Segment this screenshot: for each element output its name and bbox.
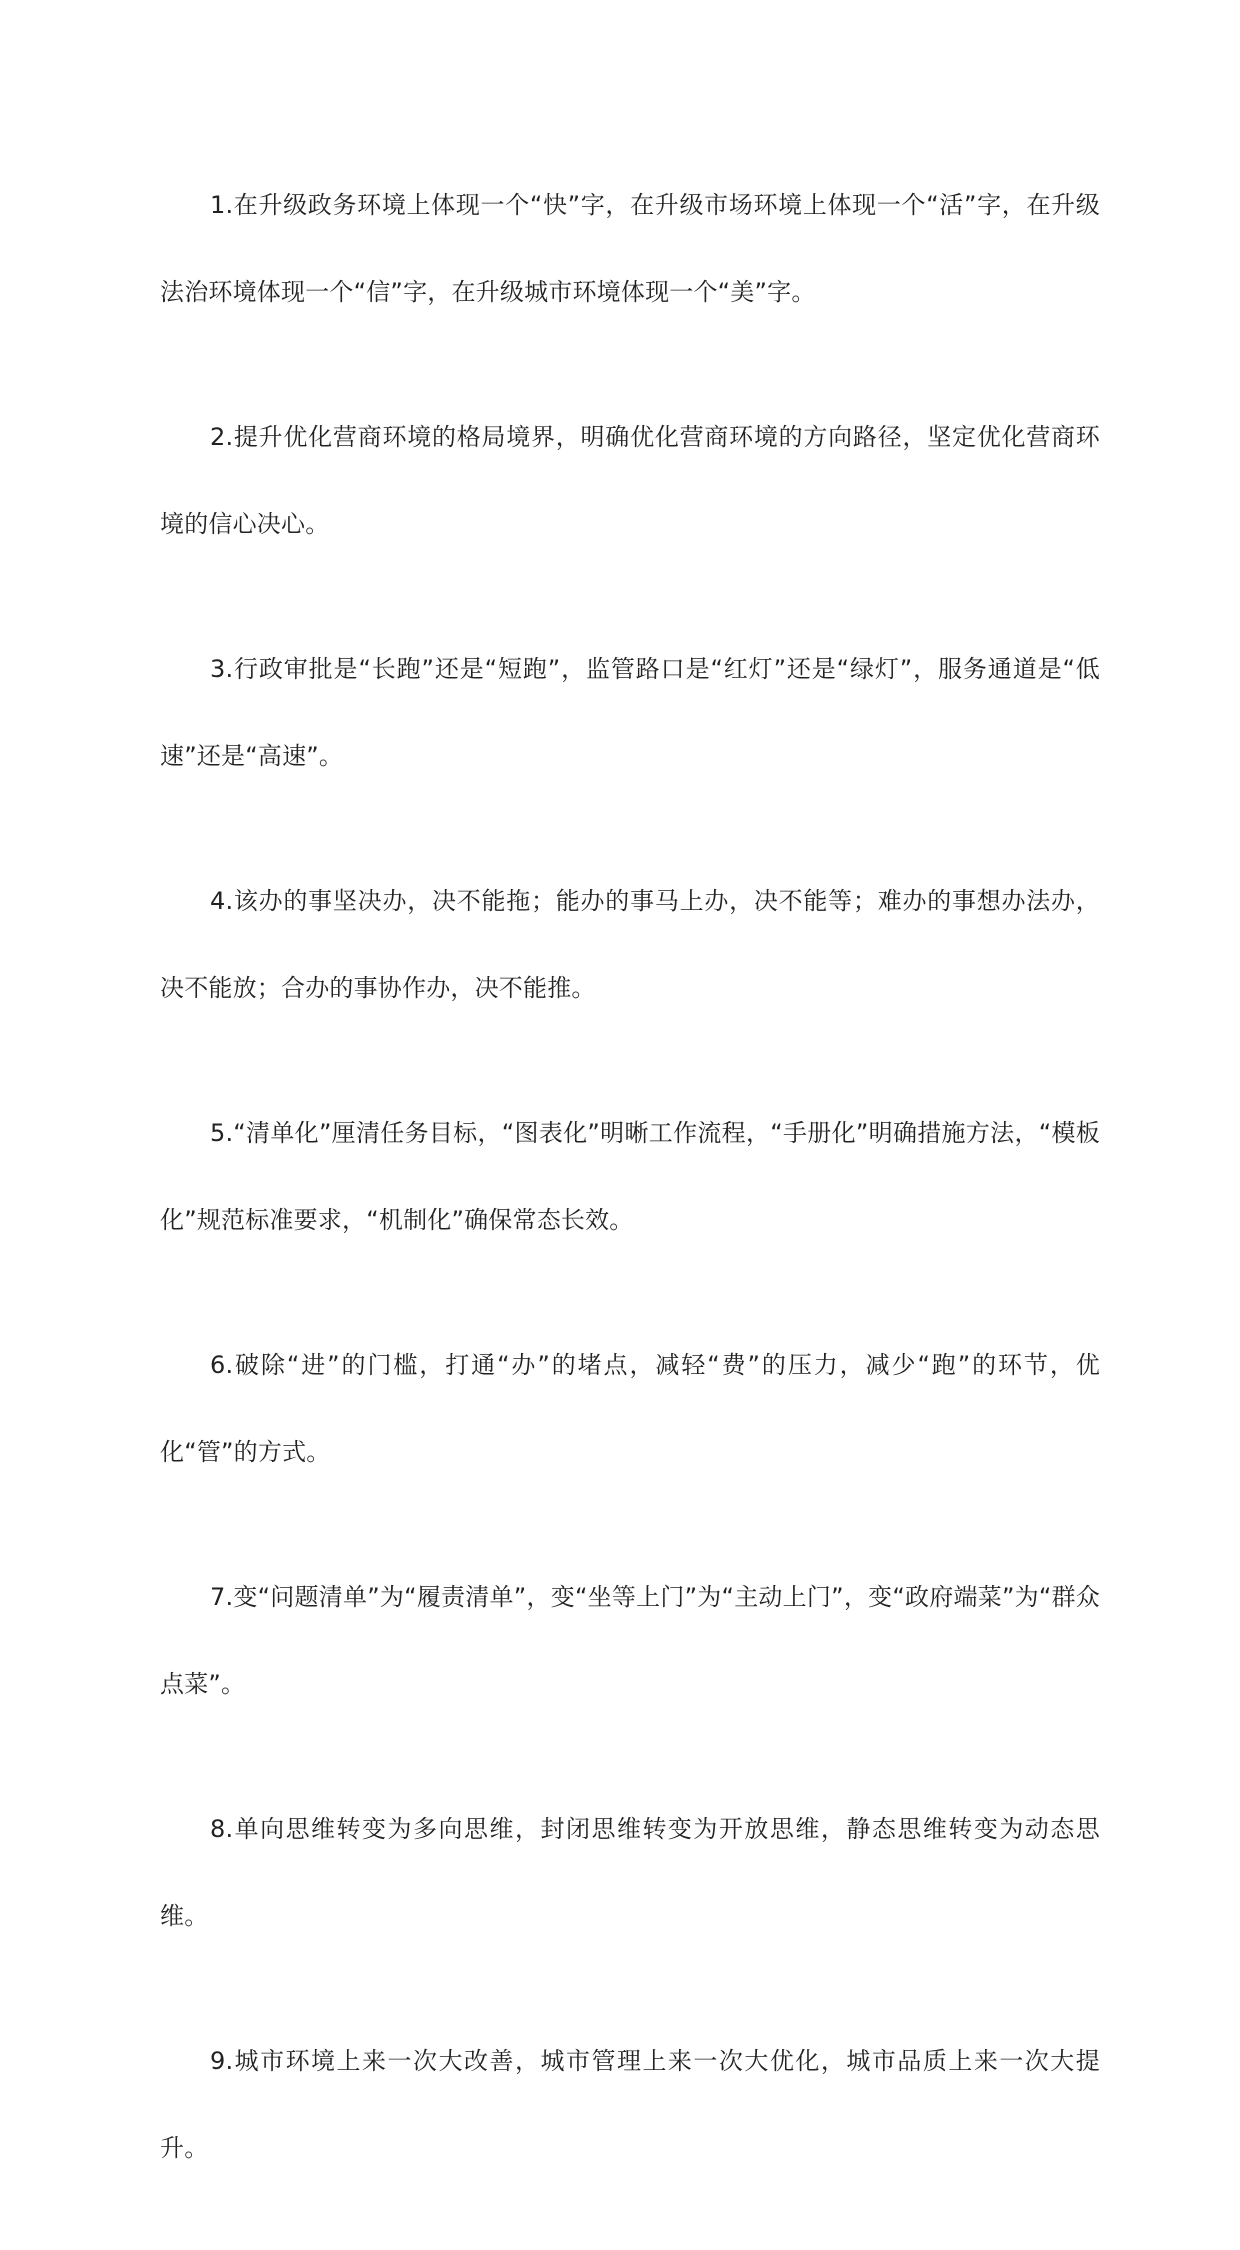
paragraph-8: 8.单向思维转变为多向思维，封闭思维转变为开放思维，静态思维转变为动态思维。 — [160, 1815, 1100, 1930]
paragraph-3: 3.行政审批是“长跑”还是“短跑”，监管路口是“红灯”还是“绿灯”，服务通道是“低速”还是“高速”。 — [160, 655, 1100, 770]
paragraph-4: 4.该办的事坚决办，决不能拖；能办的事马上办，决不能等；难办的事想办法办，决不能放；合办的事协作办，决不能推。 — [160, 887, 1100, 1002]
document-body — [160, 162, 1100, 2250]
paragraph-2: 2.提升优化营商环境的格局境界，明确优化营商环境的方向路径，坚定优化营商环境的信心决心。 — [160, 423, 1100, 538]
paragraph-5: 5.“清单化”厘清任务目标，“图表化”明晰工作流程，“手册化”明确措施方法，“模板化”规范标准要求，“机制化”确保常态长效。 — [160, 1119, 1100, 1234]
paragraph-9: 9.城市环境上来一次大改善，城市管理上来一次大优化，城市品质上来一次大提升。 — [160, 2047, 1100, 2162]
paragraph-7: 7.变“问题清单”为“履责清单”，变“坐等上门”为“主动上门”，变“政府端菜”为“群众点菜”。 — [160, 1583, 1101, 1698]
paragraph-1: 1.在升级政务环境上体现一个“快”字，在升级市场环境上体现一个“活”字，在升级法治环境体现一个“信”字，在升级城市环境体现一个“美”字。 — [160, 191, 1100, 306]
paragraph-6: 6.破除“进”的门槛，打通“办”的堵点，减轻“费”的压力，减少“跑”的环节，优化“管”的方式。 — [160, 1351, 1100, 1466]
